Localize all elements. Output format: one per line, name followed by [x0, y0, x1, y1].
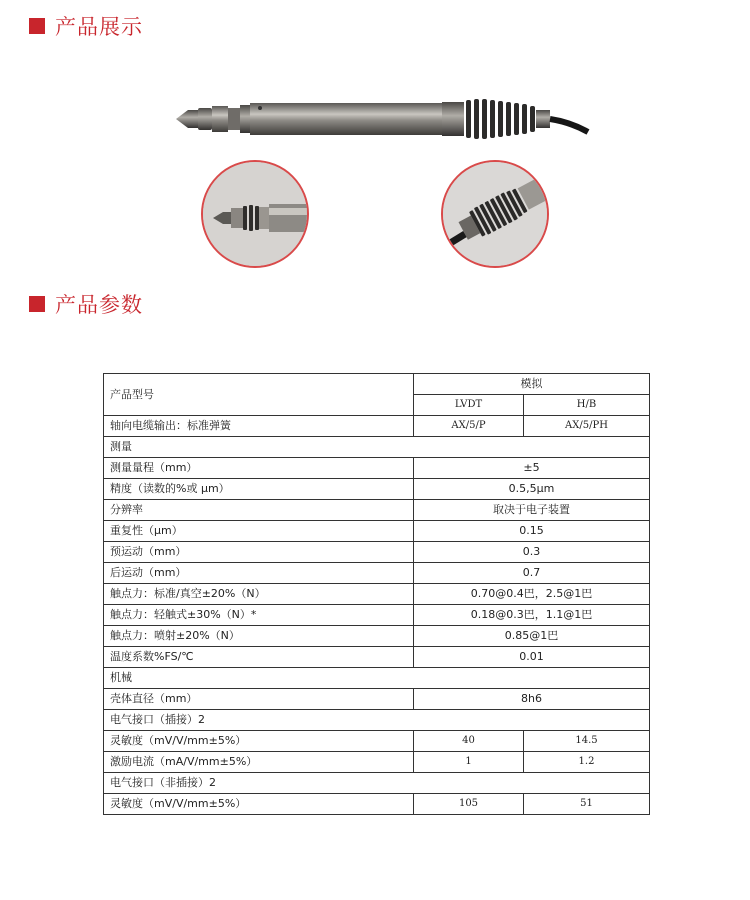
row-value: 105 [414, 794, 524, 815]
row-value: 0.85@1巴 [414, 626, 650, 647]
row-label: 灵敏度（mV/V/mm±5%） [104, 731, 414, 752]
row-label: 轴向电缆输出：标准弹簧 [104, 416, 414, 437]
row-value: 0.15 [414, 521, 650, 542]
section-row-mech [104, 668, 650, 689]
table-row [104, 500, 650, 521]
heading-marker-square [29, 296, 45, 312]
section-label: 机械 [104, 668, 650, 689]
row-value: 8h6 [414, 689, 650, 710]
row-label: 后运动（mm） [104, 563, 414, 584]
row-value: 0.18@0.3巴，1.1@1巴 [414, 605, 650, 626]
heading-marker-square [29, 18, 45, 34]
row-label: 预运动（mm） [104, 542, 414, 563]
table-row [104, 458, 650, 479]
row-label: 重复性（μm） [104, 521, 414, 542]
row-label: 触点力：轻触式±30%（N）* [104, 605, 414, 626]
table-row [104, 752, 650, 773]
elec-nonplug-rows [104, 794, 650, 815]
row-label: 壳体直径（mm） [104, 689, 414, 710]
row-label: 精度（读数的%或 μm） [104, 479, 414, 500]
table-header-row [104, 374, 650, 395]
table-row [104, 605, 650, 626]
row-value: 40 [414, 731, 524, 752]
row-value: 1.2 [524, 752, 650, 773]
table-row [104, 626, 650, 647]
table-row [104, 542, 650, 563]
row-value: 0.01 [414, 647, 650, 668]
table-row [104, 647, 650, 668]
row-value: 14.5 [524, 731, 650, 752]
row-label: 触点力：标准/真空±20%（N） [104, 584, 414, 605]
table-row [104, 521, 650, 542]
mech-rows [104, 689, 650, 710]
row-label: 温度系数%FS/℃ [104, 647, 414, 668]
section-label: 电气接口（插接）2 [104, 710, 650, 731]
row-value: AX/5/PH [524, 416, 650, 437]
section-title: 产品参数 [55, 293, 143, 317]
table-row [104, 794, 650, 815]
table-row [104, 731, 650, 752]
group-header-cell: 模拟 [414, 374, 650, 395]
table-row [104, 584, 650, 605]
row-value: 1 [414, 752, 524, 773]
row-value: 0.7 [414, 563, 650, 584]
section-heading-params [29, 290, 143, 318]
row-value: 51 [524, 794, 650, 815]
col-lvdt-header: LVDT [414, 395, 524, 416]
row-value: 0.70@0.4巴，2.5@1巴 [414, 584, 650, 605]
row-value: AX/5/P [414, 416, 524, 437]
row-label: 激励电流（mA/V/mm±5%） [104, 752, 414, 773]
table-row [104, 689, 650, 710]
section-title: 产品展示 [55, 15, 143, 39]
elec-plug-rows [104, 731, 650, 773]
row-value: 0.5,5μm [414, 479, 650, 500]
detail-photo-tip [201, 160, 309, 268]
row-value: ±5 [414, 458, 650, 479]
row-label: 测量量程（mm） [104, 458, 414, 479]
table-row [104, 479, 650, 500]
row-label: 灵敏度（mV/V/mm±5%） [104, 794, 414, 815]
detail-photo-spring [441, 160, 549, 268]
section-label: 测量 [104, 437, 650, 458]
spec-table [103, 373, 650, 815]
row-value: 取决于电子装置 [414, 500, 650, 521]
section-row-measure [104, 437, 650, 458]
table-row [104, 416, 650, 437]
row-label: 触点力：喷射±20%（N） [104, 626, 414, 647]
section-label: 电气接口（非插接）2 [104, 773, 650, 794]
row-label: 分辨率 [104, 500, 414, 521]
row-value: 0.3 [414, 542, 650, 563]
table-row [104, 563, 650, 584]
measure-rows [104, 458, 650, 668]
product-photo-probe [170, 86, 590, 156]
col-hb-header: H/B [524, 395, 650, 416]
section-heading-display [29, 12, 143, 40]
model-label-cell: 产品型号 [104, 374, 414, 416]
section-row-elec-plug [104, 710, 650, 731]
section-row-elec-nonplug [104, 773, 650, 794]
